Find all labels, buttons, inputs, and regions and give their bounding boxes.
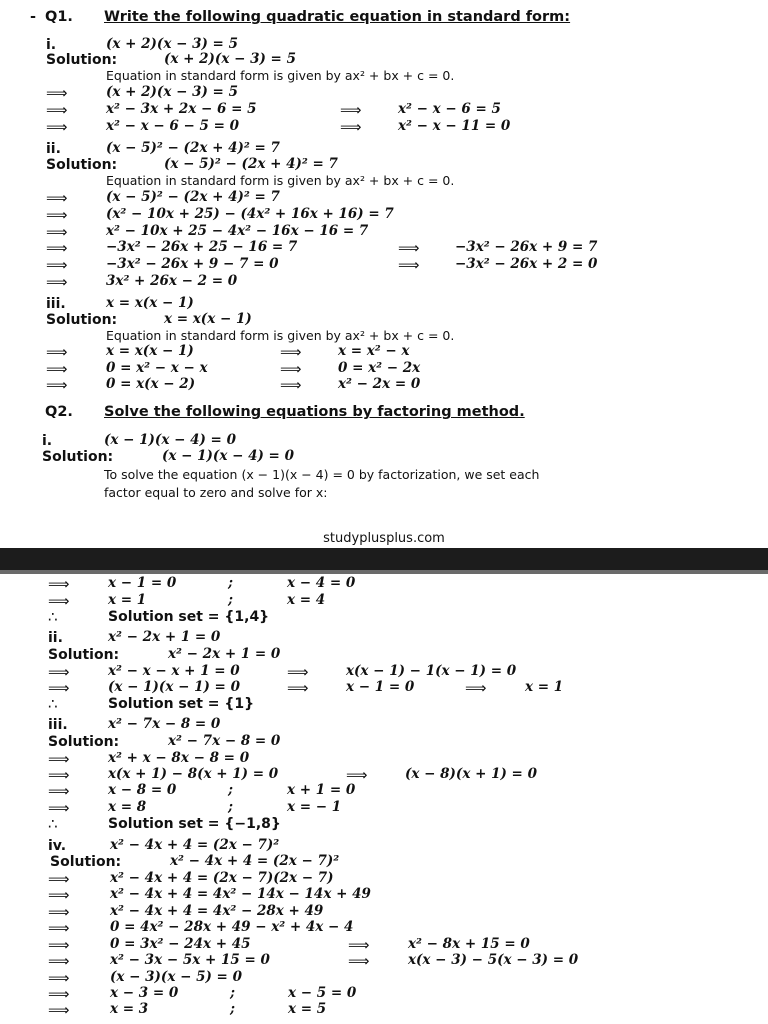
q1-ii-step: −3x² − 26x + 25 − 16 = 7 bbox=[106, 239, 298, 255]
implies-arrow: ⟹ bbox=[46, 206, 68, 224]
q2-i-explanation: factor equal to zero and solve for x: bbox=[104, 485, 328, 500]
separator: ; bbox=[228, 575, 233, 591]
q2-ii-label: ii. bbox=[48, 630, 63, 646]
implies-arrow: ⟹ bbox=[46, 239, 68, 257]
implies-arrow: ⟹ bbox=[48, 870, 70, 888]
q1-iii-solution-label: Solution: bbox=[46, 312, 118, 328]
separator: ; bbox=[228, 782, 233, 798]
implies-arrow: ⟹ bbox=[280, 343, 302, 361]
q2-iv-step-right: x(x − 3) − 5(x − 3) = 0 bbox=[408, 952, 579, 968]
q1-i-solution-equation: (x + 2)(x − 3) = 5 bbox=[164, 51, 296, 67]
q1-iii-step: 0 = x² − x − x bbox=[106, 360, 208, 376]
q1-i-solution-label: Solution: bbox=[46, 52, 118, 68]
implies-arrow: ⟹ bbox=[48, 592, 70, 610]
q2-i-step: x = 1 bbox=[108, 592, 147, 608]
q2-ii-solution-equation: x² − 2x + 1 = 0 bbox=[168, 646, 281, 662]
q2-iii-equation: x² − 7x − 8 = 0 bbox=[108, 716, 221, 732]
implies-arrow: ⟹ bbox=[48, 679, 70, 697]
q2-ii-step: x² − x − x + 1 = 0 bbox=[108, 663, 240, 679]
q2-iv-step: x² − 4x + 4 = 4x² − 14x − 14x + 49 bbox=[110, 886, 371, 902]
implies-arrow: ⟹ bbox=[46, 360, 68, 378]
implies-arrow: ⟹ bbox=[346, 766, 368, 784]
implies-arrow: ⟹ bbox=[48, 936, 70, 954]
q1-iii-label: iii. bbox=[46, 296, 66, 312]
implies-arrow: ⟹ bbox=[46, 223, 68, 241]
implies-arrow: ⟹ bbox=[398, 239, 420, 257]
q2-iv-step: x − 3 = 0 bbox=[110, 985, 179, 1001]
implies-arrow: ⟹ bbox=[46, 84, 68, 102]
q1-ii-step-right: −3x² − 26x + 2 = 0 bbox=[455, 256, 598, 272]
implies-arrow: ⟹ bbox=[48, 969, 70, 987]
q2-iii-step-right: x = − 1 bbox=[287, 799, 342, 815]
implies-arrow: ⟹ bbox=[46, 101, 68, 119]
implies-arrow: ⟹ bbox=[398, 256, 420, 274]
implies-arrow: ⟹ bbox=[48, 799, 70, 817]
q1-ii-solution-label: Solution: bbox=[46, 157, 118, 173]
implies-arrow: ⟹ bbox=[348, 936, 370, 954]
q2-iv-step-right: x − 5 = 0 bbox=[288, 985, 357, 1001]
implies-arrow: ⟹ bbox=[340, 101, 362, 119]
implies-arrow: ⟹ bbox=[46, 256, 68, 274]
q1-i-step: x² − 3x + 2x − 6 = 5 bbox=[106, 101, 257, 117]
q1-ii-step: x² − 10x + 25 − 4x² − 16x − 16 = 7 bbox=[106, 223, 369, 239]
q2-iv-solution-label: Solution: bbox=[50, 854, 122, 870]
implies-arrow: ⟹ bbox=[48, 663, 70, 681]
footer-website: studyplusplus.com bbox=[323, 531, 445, 546]
q2-i-label: i. bbox=[42, 433, 53, 449]
therefore-symbol: ∴ bbox=[48, 815, 58, 833]
implies-arrow: ⟹ bbox=[287, 679, 309, 697]
implies-arrow: ⟹ bbox=[48, 575, 70, 593]
q1-bullet: - bbox=[30, 9, 37, 25]
implies-arrow: ⟹ bbox=[48, 952, 70, 970]
q1-ii-step-right: −3x² − 26x + 9 = 7 bbox=[455, 239, 598, 255]
implies-arrow: ⟹ bbox=[48, 886, 70, 904]
q1-ii-label: ii. bbox=[46, 141, 61, 157]
q1-label: Q1. bbox=[45, 9, 73, 25]
q1-ii-step: (x² − 10x + 25) − (4x² + 16x + 16) = 7 bbox=[106, 206, 394, 222]
implies-arrow: ⟹ bbox=[465, 679, 487, 697]
implies-arrow: ⟹ bbox=[46, 343, 68, 361]
implies-arrow: ⟹ bbox=[287, 663, 309, 681]
implies-arrow: ⟹ bbox=[48, 919, 70, 937]
q1-ii-step: −3x² − 26x + 9 − 7 = 0 bbox=[106, 256, 279, 272]
q1-iii-equation: x = x(x − 1) bbox=[106, 295, 194, 311]
q2-iv-equation: x² − 4x + 4 = (2x − 7)² bbox=[110, 837, 280, 853]
q1-i-step-right: x² − x − 11 = 0 bbox=[398, 118, 511, 134]
q2-iv-label: iv. bbox=[48, 838, 67, 854]
q2-iii-solution-label: Solution: bbox=[48, 734, 120, 750]
q1-i-equation: (x + 2)(x − 3) = 5 bbox=[106, 36, 238, 52]
q2-ii-solution-set: Solution set = {1} bbox=[108, 696, 255, 712]
q2-iii-step: x − 8 = 0 bbox=[108, 782, 177, 798]
q2-ii-equation: x² − 2x + 1 = 0 bbox=[108, 629, 221, 645]
page-lower bbox=[0, 574, 768, 1024]
q2-iv-step: x² − 3x − 5x + 15 = 0 bbox=[110, 952, 270, 968]
implies-arrow: ⟹ bbox=[46, 273, 68, 291]
q1-ii-step: 3x² + 26x − 2 = 0 bbox=[106, 273, 238, 289]
q2-iii-step: x(x + 1) − 8(x + 1) = 0 bbox=[108, 766, 279, 782]
q2-ii-step-right: x − 1 = 0 bbox=[346, 679, 415, 695]
q2-ii-step: (x − 1)(x − 1) = 0 bbox=[108, 679, 240, 695]
q2-i-step: x − 1 = 0 bbox=[108, 575, 177, 591]
separator: ; bbox=[230, 985, 235, 1001]
implies-arrow: ⟹ bbox=[48, 1001, 70, 1019]
q1-ii-solution-equation: (x − 5)² − (2x + 4)² = 7 bbox=[164, 156, 338, 172]
q2-title: Solve the following equations by factoring method. bbox=[104, 404, 525, 420]
implies-arrow: ⟹ bbox=[48, 985, 70, 1003]
q1-ii-equation: (x − 5)² − (2x + 4)² = 7 bbox=[106, 140, 280, 156]
implies-arrow: ⟹ bbox=[48, 782, 70, 800]
q1-i-step: (x + 2)(x − 3) = 5 bbox=[106, 84, 238, 100]
q2-iii-step: x = 8 bbox=[108, 799, 147, 815]
q2-i-step-right: x = 4 bbox=[287, 592, 326, 608]
q1-ii-standard-form: Equation in standard form is given by ax² + bx + c = 0. bbox=[106, 173, 455, 188]
q2-iii-solution-equation: x² − 7x − 8 = 0 bbox=[168, 733, 281, 749]
q1-i-step: x² − x − 6 − 5 = 0 bbox=[106, 118, 240, 134]
q2-iv-step-right: x² − 8x + 15 = 0 bbox=[408, 936, 530, 952]
q1-iii-step-right: 0 = x² − 2x bbox=[338, 360, 421, 376]
q2-i-solution-equation: (x − 1)(x − 4) = 0 bbox=[162, 448, 294, 464]
q1-i-label: i. bbox=[46, 37, 57, 53]
implies-arrow: ⟹ bbox=[280, 360, 302, 378]
therefore-symbol: ∴ bbox=[48, 695, 58, 713]
page-separator-bar bbox=[0, 548, 768, 574]
implies-arrow: ⟹ bbox=[46, 189, 68, 207]
implies-arrow: ⟹ bbox=[48, 750, 70, 768]
q2-i-solution-set: Solution set = {1,4} bbox=[108, 609, 270, 625]
q2-iv-step-right: x = 5 bbox=[288, 1001, 327, 1017]
separator: ; bbox=[230, 1001, 235, 1017]
q2-iv-step: 0 = 3x² − 24x + 45 bbox=[110, 936, 251, 952]
implies-arrow: ⟹ bbox=[48, 766, 70, 784]
q2-iv-step: 0 = 4x² − 28x + 49 − x² + 4x − 4 bbox=[110, 919, 354, 935]
q2-i-explanation: To solve the equation (x − 1)(x − 4) = 0 by factorization, we set each bbox=[104, 467, 540, 482]
q2-iii-step: x² + x − 8x − 8 = 0 bbox=[108, 750, 250, 766]
implies-arrow: ⟹ bbox=[46, 118, 68, 136]
q2-i-solution-label: Solution: bbox=[42, 449, 114, 465]
implies-arrow: ⟹ bbox=[348, 952, 370, 970]
q2-ii-result: x = 1 bbox=[525, 679, 564, 695]
q1-title: Write the following quadratic equation in standard form: bbox=[104, 9, 571, 25]
q2-label: Q2. bbox=[45, 404, 73, 420]
q1-iii-step-right: x = x² − x bbox=[338, 343, 410, 359]
q1-iii-standard-form: Equation in standard form is given by ax² + bx + c = 0. bbox=[106, 328, 455, 343]
separator: ; bbox=[228, 799, 233, 815]
implies-arrow: ⟹ bbox=[46, 376, 68, 394]
q1-i-step-right: x² − x − 6 = 5 bbox=[398, 101, 501, 117]
q1-iii-step-right: x² − 2x = 0 bbox=[338, 376, 421, 392]
q1-i-standard-form: Equation in standard form is given by ax² + bx + c = 0. bbox=[106, 68, 455, 83]
separator: ; bbox=[228, 592, 233, 608]
therefore-symbol: ∴ bbox=[48, 608, 58, 626]
implies-arrow: ⟹ bbox=[48, 903, 70, 921]
q2-i-step-right: x − 4 = 0 bbox=[287, 575, 356, 591]
q2-ii-step-right: x(x − 1) − 1(x − 1) = 0 bbox=[346, 663, 517, 679]
q1-iii-step: x = x(x − 1) bbox=[106, 343, 194, 359]
q2-iv-step: x² − 4x + 4 = 4x² − 28x + 49 bbox=[110, 903, 324, 919]
q2-iii-solution-set: Solution set = {−1,8} bbox=[108, 816, 281, 832]
q1-iii-solution-equation: x = x(x − 1) bbox=[164, 311, 252, 327]
q2-iii-step-right: (x − 8)(x + 1) = 0 bbox=[405, 766, 537, 782]
implies-arrow: ⟹ bbox=[340, 118, 362, 136]
q1-ii-step: (x − 5)² − (2x + 4)² = 7 bbox=[106, 189, 280, 205]
q2-iii-step-right: x + 1 = 0 bbox=[287, 782, 356, 798]
q2-iv-step: x = 3 bbox=[110, 1001, 149, 1017]
q2-iv-step: (x − 3)(x − 5) = 0 bbox=[110, 969, 242, 985]
q2-i-equation: (x − 1)(x − 4) = 0 bbox=[104, 432, 236, 448]
q2-iv-step: x² − 4x + 4 = (2x − 7)(2x − 7) bbox=[110, 870, 334, 886]
q2-iii-label: iii. bbox=[48, 717, 68, 733]
implies-arrow: ⟹ bbox=[280, 376, 302, 394]
q2-ii-solution-label: Solution: bbox=[48, 647, 120, 663]
q1-iii-step: 0 = x(x − 2) bbox=[106, 376, 196, 392]
q2-iv-solution-equation: x² − 4x + 4 = (2x − 7)² bbox=[170, 853, 340, 869]
